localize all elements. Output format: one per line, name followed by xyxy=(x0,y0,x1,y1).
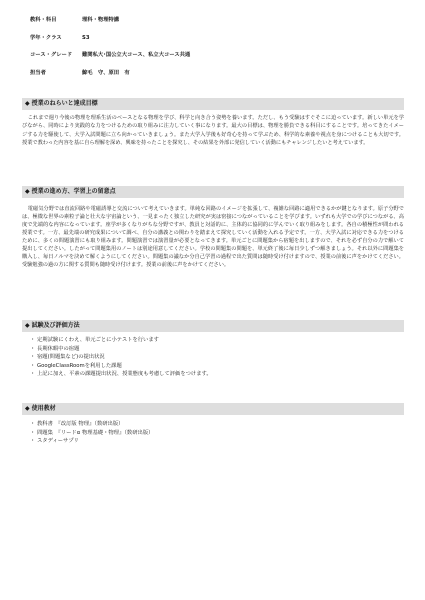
diamond-icon: ◆ xyxy=(25,188,30,195)
progress-section-header xyxy=(22,186,404,198)
goals-body: これまで週り今後の物理を理系生活のベースとなる物理を学び、科学と向き合う姿勢を養います。ただし、もう受験はすぐそこに迫っています。新しい単元を学びながら、同時により実践的な力をつけるための取り組みに注力していく事になります。最大の目標は、物理を勝負できる科目にすることです。培ってきたイメージする力を駆使して、大学入試問題に立ち向かっていきましょう。また大学入学後も好奇心を持って学ぶため、科学的な素養や視点を身につけることも大切です。授業で教わった内容を基に自ら理解を深め、興味を持ったことを探究し、その結果を外部に発信していく活動にもチャレンジしたいと考えています。 xyxy=(22,115,404,146)
goals-section-header xyxy=(22,98,404,110)
diamond-icon: ◆ xyxy=(25,100,30,107)
subject-label: 教科・科目 xyxy=(30,17,57,23)
list-item: ・ スタディーサプリ xyxy=(30,438,79,445)
teacher-value: 鯨毛 守、原田 有 xyxy=(82,70,130,76)
class-label: 学年・クラス xyxy=(30,35,62,41)
materials-title: 使用教材 xyxy=(31,405,56,412)
list-item: ・ 問題集 『リードα 物理基礎・物理』（数研出版） xyxy=(30,429,154,436)
list-item: ・ 長期休暇中の宿題 xyxy=(30,345,80,352)
evaluation-section-header xyxy=(22,320,404,332)
list-item: ・ 教科書 『改訂版 物理』（数研出版） xyxy=(30,421,124,427)
goals-title: 授業のねらいと達成目標 xyxy=(31,100,98,107)
teacher-label: 担当者 xyxy=(30,70,46,76)
course-label: コース・グレード xyxy=(30,52,73,58)
evaluation-title: 試験及び評価方法 xyxy=(31,322,80,329)
progress-body: 電磁気分野では直流回路や電磁誘導と交流について考えていきます。単純な回路のイメージを拡張して、複雑な回路に適用できるかが鍵となります。原子分野では、極微な世界の素粒子論と壮大な宇宙論という、一見まったく独立した研究が実は密接につながっていることを学びます。いずれも大学での学びにつながる、高度で先端的な内容になっています。座学が多くなりがちな分野ですが、教員と対話的に、主体的に協同的に学んでいく取り組みをします。各自の積極性が問われる授業です。一方、最先端の研究成果について調べ、自分の講義との関わりを踏まえて探究していく活動を入れる予定です。一方、大学入試に対応できる力をつけるために、多くの問題演習にも取り組みます。問題演習では演習量が必要となってきます。単元ごとに問題集から宿題を出しますので、それを必ず自分の力で解いて提出してください。したがって問題集用のノートは別途用意してください。学校の問題集の問題を、単元終了後に毎日少しずつ解きましょう。それ以外に問題集を購入し、毎日ノルマを決めて解くようにしてください。問題集の議なか分自己学習の過程で出た質問は随時受け付けますので、授業の前後に声をかけてください。受験勉強の過の方に関する質問も随時受け付けます。授業の前後に声をかけてください。 xyxy=(22,206,404,268)
course-value: 難関私大･国公立大コース、私立大コース共通 xyxy=(82,52,191,58)
diamond-icon: ◆ xyxy=(25,405,30,412)
class-value: S3 xyxy=(82,35,90,41)
materials-section-header xyxy=(22,403,404,415)
list-item: ・ 上記に加え、平素の課題提出状況、授業態度も考慮して評価をつけます。 xyxy=(30,371,212,378)
list-item: ・ GoogleClassRoomを利用した課題 xyxy=(30,362,122,369)
evaluation-list xyxy=(30,336,212,379)
list-item: ・ 定期試験にくわえ、単元ごとに小テストを行います xyxy=(30,337,159,343)
subject-value: 理科・物理特講 xyxy=(82,17,120,23)
progress-title: 授業の進め方、学習上の留意点 xyxy=(31,188,116,195)
list-item: ・ 宿題(問題集など)の提出状況 xyxy=(30,354,105,361)
diamond-icon: ◆ xyxy=(25,322,30,329)
materials-list xyxy=(30,420,153,446)
